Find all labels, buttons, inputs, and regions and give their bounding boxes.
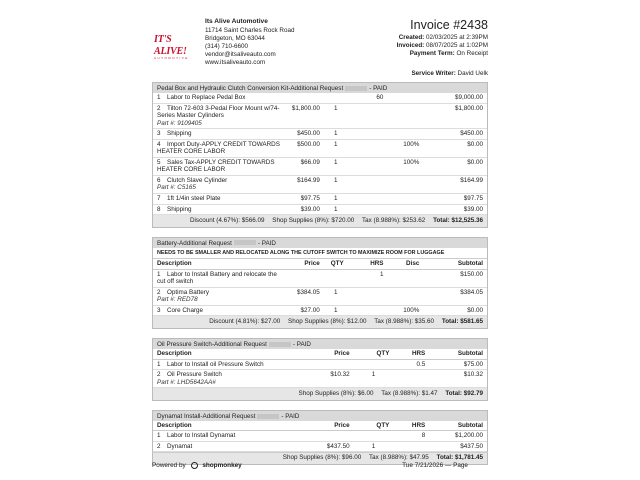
item-qty (354, 359, 394, 370)
item-description: Oil Pressure Switch (167, 371, 222, 379)
company-website: www.itsaliveauto.com (205, 59, 266, 67)
service-section (152, 338, 488, 401)
tax-amount: Tax (8.988%): $1.47 (381, 390, 438, 398)
col-hrs: HRS (393, 349, 429, 359)
item-price (302, 431, 354, 442)
item-qty: 1 (324, 194, 348, 205)
item-description: Labor to Install Battery and relocate the cut off switch (157, 270, 277, 286)
invoice-page (152, 14, 488, 465)
item-number: 3 (157, 130, 161, 138)
col-qty: QTY (354, 349, 394, 359)
item-description: Labor to Install oil Pressure Switch (167, 360, 264, 368)
item-description-cell (153, 157, 288, 175)
line-item-row (153, 370, 487, 388)
service-section (152, 82, 488, 228)
col-subtotal: Subtotal (429, 349, 487, 359)
item-hrs: 1 (348, 269, 388, 287)
item-price: $1,800.00 (288, 103, 324, 129)
item-hrs (393, 370, 429, 388)
company-phone: (314) 710-6600 (205, 42, 249, 50)
item-number: 2 (157, 442, 161, 450)
item-description-cell (153, 204, 288, 215)
item-disc: 100% (387, 139, 423, 157)
invoice-header (152, 14, 488, 70)
line-item-row (153, 359, 487, 370)
part-number: Part #: 9109405 (157, 119, 202, 127)
col-subtotal: Subtotal (429, 421, 487, 431)
line-items-table (153, 259, 487, 316)
item-qty: 1 (354, 441, 394, 452)
section-title: Dynamat Install-Additional Request - PAID (153, 411, 487, 421)
shop-supplies-amount: Shop Supplies (8%): $12.00 (288, 318, 367, 326)
item-sub: $97.75 (423, 194, 487, 205)
page-footer (152, 452, 488, 474)
section-title: Oil Pressure Switch-Additional Request - PAID (153, 339, 487, 349)
item-sub: $384.05 (423, 287, 487, 305)
item-number: 7 (157, 195, 161, 203)
item-qty: 1 (354, 370, 394, 388)
shopmonkey-brand: shopmonkey (202, 462, 242, 470)
tax-amount: Tax (8.988%): $35.60 (374, 318, 435, 326)
item-price: $164.99 (288, 175, 324, 193)
part-number: Part #: RED78 (157, 296, 198, 304)
item-disc (387, 93, 423, 103)
item-qty (324, 93, 348, 103)
item-description-cell (153, 194, 288, 205)
col-price: Price (302, 349, 354, 359)
item-price: $97.75 (288, 194, 324, 205)
item-sub: $1,800.00 (423, 103, 487, 129)
line-item-row (153, 194, 487, 205)
item-description-cell (153, 359, 302, 370)
shop-supplies-amount: Shop Supplies (8%): $6.00 (298, 390, 374, 398)
item-disc: 100% (387, 157, 423, 175)
item-description: 1ft 1/4in steel Plate (167, 195, 221, 203)
item-price: $27.00 (288, 305, 324, 316)
item-description: Optima Battery (167, 288, 209, 296)
line-items-table (153, 349, 487, 388)
line-item-row (153, 175, 487, 193)
company-address-line2: Bridgeton, MO 63044 (205, 34, 265, 42)
col-price: Price (302, 421, 354, 431)
item-qty (324, 269, 348, 287)
item-qty: 1 (324, 103, 348, 129)
line-item-row (153, 139, 487, 157)
item-hrs (348, 175, 388, 193)
item-price: $384.05 (288, 287, 324, 305)
item-description: Labor to Replace Pedal Box (167, 94, 246, 101)
item-description-cell (153, 370, 302, 388)
item-hrs: 0.5 (393, 359, 429, 370)
item-description-cell (153, 175, 288, 193)
item-price (302, 359, 354, 370)
shop-supplies-amount: Shop Supplies (8%): $96.00 (282, 454, 362, 462)
item-price: $500.00 (288, 139, 324, 157)
footer-date: Tue 7/21/2026 — Page (402, 462, 468, 469)
line-item-row (153, 287, 487, 305)
invoice-meta (397, 18, 488, 59)
col-hrs: HRS (393, 421, 429, 431)
item-disc (387, 103, 423, 129)
item-description-cell (153, 129, 288, 140)
item-disc (387, 287, 423, 305)
line-items-table (153, 421, 487, 453)
item-description-cell (153, 305, 288, 316)
item-price: $39.00 (288, 204, 324, 215)
item-sub: $437.50 (429, 441, 487, 452)
powered-by (152, 462, 242, 470)
item-description: Sales Tax-APPLY CREDIT TOWARDS HEATER CORE LABOR (157, 158, 275, 174)
item-qty: 1 (324, 157, 348, 175)
service-section (152, 237, 488, 329)
item-description: Core Charge (167, 306, 204, 314)
payment-term-line: Payment Term: On Receipt (409, 50, 488, 58)
logo-text: IT'S ALIVE! (154, 34, 187, 57)
col-description: Description (153, 349, 302, 359)
item-disc (387, 194, 423, 205)
item-description-cell (153, 269, 288, 287)
item-hrs (348, 305, 388, 316)
item-qty: 1 (324, 305, 348, 316)
item-description-cell (153, 93, 288, 103)
item-price: $437.50 (302, 441, 354, 452)
company-name: Its Alive Automotive (205, 18, 268, 25)
item-number: 2 (157, 288, 161, 296)
item-sub: $0.00 (423, 139, 487, 157)
item-description: Tilton 72-603 3-Pedal Floor Mount w/74-Series Master Cylinders (157, 104, 280, 120)
item-number: 4 (157, 140, 161, 148)
item-qty (354, 431, 394, 442)
section-summary (153, 316, 487, 328)
col-subtotal: Subtotal (423, 259, 487, 269)
discount-amount: Discount (4.81%): $27.00 (209, 318, 281, 326)
item-sub: $39.00 (423, 204, 487, 215)
shop-supplies-amount: Shop Supplies (8%): $720.00 (272, 217, 355, 225)
item-qty: 1 (324, 129, 348, 140)
part-number: Part #: C5165 (157, 184, 196, 192)
service-writer: Service Writer: David Uelk (411, 70, 488, 77)
item-sub: $0.00 (423, 157, 487, 175)
item-description-cell (153, 139, 288, 157)
company-email: vendor@itsaliveauto.com (205, 51, 276, 59)
item-description-cell (153, 103, 288, 129)
item-disc: 100% (387, 305, 423, 316)
item-number: 8 (157, 205, 161, 213)
line-item-row (153, 157, 487, 175)
item-description-cell (153, 287, 288, 305)
line-item-row (153, 129, 487, 140)
item-qty: 1 (324, 287, 348, 305)
item-disc (387, 269, 423, 287)
line-item-row (153, 204, 487, 215)
invoiced-line: Invoiced: 08/07/2025 at 1:02PM (396, 42, 488, 50)
tax-amount: Tax (8.988%): $253.62 (361, 217, 426, 225)
item-sub: $9,000.00 (423, 93, 487, 103)
item-description: Dynamat (167, 442, 193, 450)
company-logo (154, 34, 198, 60)
discount-amount: Discount (4.67%): $566.09 (189, 217, 265, 225)
item-hrs (348, 194, 388, 205)
logo-subtext: AUTOMOTIVE (154, 56, 189, 60)
item-price: $450.00 (288, 129, 324, 140)
item-qty: 1 (324, 139, 348, 157)
section-note: NEEDS TO BE SMALLER AND RELOCATED ALONG THE CUTOFF SWITCH TO MAXIMIZE ROOM FOR LUGGAGE (153, 248, 487, 259)
item-hrs: 8 (393, 431, 429, 442)
item-number: 1 (157, 94, 161, 101)
section-total: Total: $1,781.45 (436, 454, 483, 462)
line-item-row (153, 269, 487, 287)
item-sub: $164.99 (423, 175, 487, 193)
item-sub: $0.00 (423, 305, 487, 316)
item-sub: $450.00 (423, 129, 487, 140)
created-line: Created: 02/03/2025 at 2:39PM (398, 34, 488, 41)
col-price: Price (288, 259, 324, 269)
part-number: Part #: LHD5642AA# (157, 378, 216, 386)
item-number: 6 (157, 176, 161, 184)
line-items-table (153, 93, 487, 215)
col-qty: QTY (324, 259, 348, 269)
item-sub: $150.00 (423, 269, 487, 287)
item-hrs (393, 441, 429, 452)
item-price: $66.09 (288, 157, 324, 175)
line-item-row (153, 431, 487, 442)
item-hrs (348, 287, 388, 305)
company-info (205, 18, 295, 67)
item-hrs (348, 103, 388, 129)
item-sub: $1,200.00 (429, 431, 487, 442)
powered-by-label: Powered by (152, 462, 186, 470)
item-hrs (348, 129, 388, 140)
col-description: Description (153, 421, 302, 431)
item-disc (387, 204, 423, 215)
item-number: 1 (157, 360, 161, 368)
item-price (288, 269, 324, 287)
item-hrs: 60 (348, 93, 388, 103)
tax-amount: Tax (8.988%): $47.95 (368, 454, 429, 462)
col-hrs: HRS (348, 259, 388, 269)
line-item-row (153, 103, 487, 129)
col-qty: QTY (354, 421, 394, 431)
item-description-cell (153, 431, 302, 442)
item-number: 2 (157, 371, 161, 379)
item-hrs (348, 157, 388, 175)
item-qty: 1 (324, 204, 348, 215)
item-hrs (348, 139, 388, 157)
col-disc: Disc (387, 259, 423, 269)
line-item-row (153, 93, 487, 103)
section-title: Pedal Box and Hydraulic Clutch Conversion Kit-Additional Request - PAID (153, 83, 487, 93)
item-price (288, 93, 324, 103)
item-sub: $10.32 (429, 370, 487, 388)
item-disc (387, 129, 423, 140)
item-price: $10.32 (302, 370, 354, 388)
section-title: Battery-Additional Request - PAID (153, 238, 487, 248)
item-number: 3 (157, 306, 161, 314)
item-number: 2 (157, 104, 161, 112)
section-total: Total: $92.79 (445, 390, 483, 398)
line-item-row (153, 441, 487, 452)
item-description-cell (153, 441, 302, 452)
section-total: Total: $581.65 (441, 318, 483, 326)
line-item-row (153, 305, 487, 316)
section-summary (153, 215, 487, 227)
col-description: Description (153, 259, 288, 269)
section-summary (153, 388, 487, 400)
company-address-line1: 11714 Saint Charles Rock Road (205, 26, 295, 34)
item-number: 5 (157, 158, 161, 166)
item-description: Clutch Slave Cylinder (167, 176, 228, 184)
item-qty: 1 (324, 175, 348, 193)
item-hrs (348, 204, 388, 215)
item-number: 1 (157, 432, 161, 440)
item-description: Import Duty-APPLY CREDIT TOWARDS HEATER CORE LABOR (157, 140, 280, 156)
item-sub: $75.00 (429, 359, 487, 370)
invoice-title: Invoice #2438 (410, 18, 488, 32)
section-total: Total: $12,525.36 (433, 217, 483, 225)
item-number: 1 (157, 270, 161, 278)
item-disc (387, 175, 423, 193)
item-description: Shipping (167, 205, 192, 213)
shopmonkey-logo-icon (191, 462, 198, 469)
item-description: Shipping (167, 130, 192, 138)
item-description: Labor to Install Dynamat (167, 432, 236, 440)
